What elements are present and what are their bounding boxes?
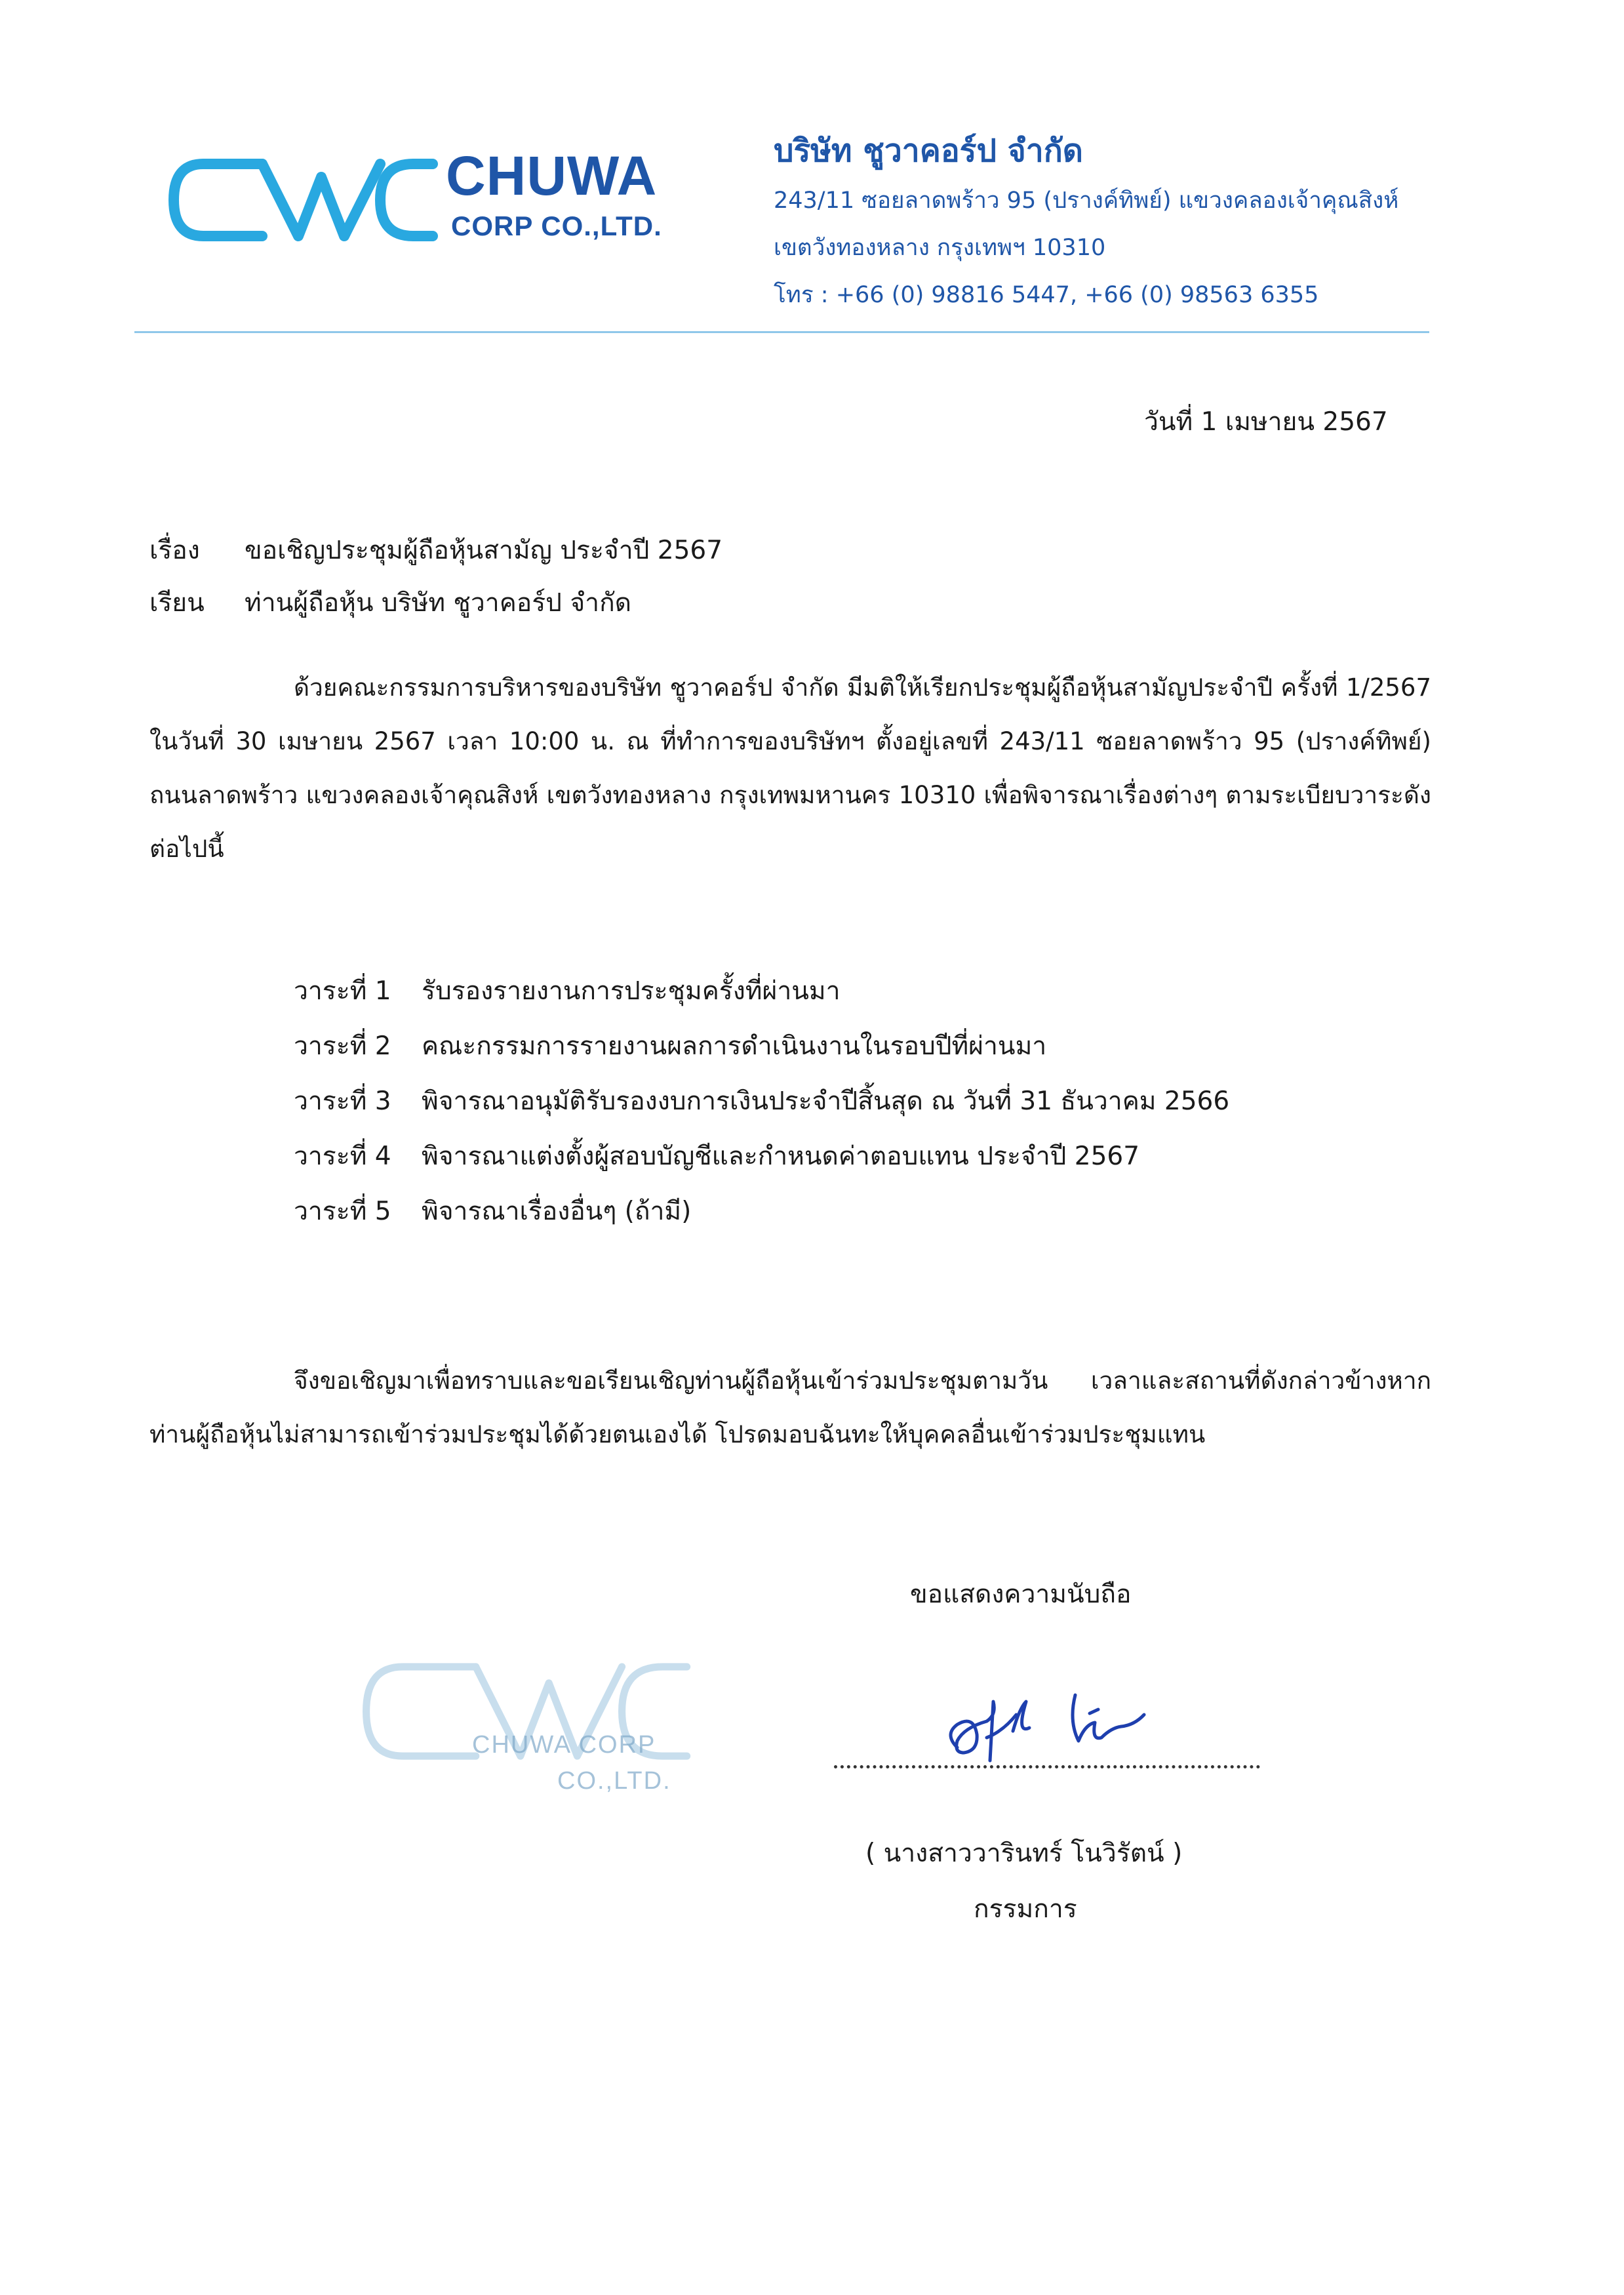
- agenda-number: วาระที่ 1: [294, 976, 391, 1006]
- agenda-number: วาระที่ 3: [294, 1087, 391, 1116]
- logo-subtitle: CORP CO.,LTD.: [451, 210, 662, 241]
- agenda-number: วาระที่ 4: [294, 1142, 391, 1171]
- company-phone: โทร : +66 (0) 98816 5447, +66 (0) 98563 6355: [774, 282, 1319, 308]
- company-info: [774, 125, 1398, 319]
- handwritten-signature-icon: [938, 1675, 1160, 1774]
- agenda-item: [294, 1074, 1229, 1129]
- agenda-item: [294, 1129, 1229, 1184]
- company-logo-icon: [164, 148, 439, 252]
- letter-salutation: [149, 582, 631, 623]
- letter-paragraph-intro: [149, 661, 1431, 876]
- agenda-text: พิจารณาแต่งตั้งผู้สอบบัญชีและกำหนดค่าตอบแทน ประจำปี 2567: [422, 1142, 1140, 1171]
- paragraph-invitation-text: จึงขอเชิญมาเพื่อทราบและขอเรียนเชิญท่านผู้ถือหุ้นเข้าร่วมประชุมตามวัน เวลาและสถานที่ดังกล่าวข้างหากท่านผู้ถือหุ้นไม่สามารถเข้าร่วมประชุมได้ด้วยตนเองได้ โปรดมอบฉันทะให้บุคคลอื่นเข้าร่วมประชุมแทน: [149, 1367, 1431, 1448]
- logo-wordmark: [446, 146, 662, 243]
- logo-brand: CHUWA: [446, 145, 658, 207]
- company-name: บริษัท ชูวาคอร์ป จำกัด: [774, 132, 1083, 169]
- agenda-text: คณะกรรมการรายงานผลการดำเนินงานในรอบปีที่ผ่านมา: [422, 1031, 1047, 1061]
- agenda-text: พิจารณาอนุมัติรับรองงบการเงินประจำปีสิ้นสุด ณ วันที่ 31 ธันวาคม 2566: [422, 1087, 1230, 1116]
- stamp-text-line1: CHUWA CORP: [472, 1731, 656, 1759]
- company-address-line2: เขตวังทองหลาง กรุงเทพฯ 10310: [774, 235, 1106, 261]
- subject-text: ขอเชิญประชุมผู้ถือหุ้นสามัญ ประจำปี 2567: [245, 536, 723, 565]
- agenda-list: [294, 964, 1229, 1239]
- salutation-label: เรียน: [149, 588, 205, 618]
- agenda-item: [294, 964, 1229, 1019]
- letter-paragraph-invitation: [149, 1354, 1431, 1462]
- letter-closing: ขอแสดงความนับถือ: [910, 1580, 1132, 1609]
- stamp-text-line2: CO.,LTD.: [557, 1767, 671, 1795]
- salutation-text: ท่านผู้ถือหุ้น บริษัท ชูวาคอร์ป จำกัด: [245, 588, 632, 618]
- agenda-number: วาระที่ 5: [294, 1197, 391, 1226]
- signer-name: ( นางสาววารินทร์ โนวิรัตน์ ): [865, 1839, 1183, 1868]
- signature-line: [834, 1765, 1260, 1768]
- agenda-number: วาระที่ 2: [294, 1031, 391, 1061]
- agenda-item: [294, 1184, 1229, 1239]
- agenda-text: พิจารณาเรื่องอื่นๆ (ถ้ามี): [422, 1197, 692, 1226]
- subject-label: เรื่อง: [149, 536, 200, 565]
- signer-title: กรรมการ: [974, 1894, 1077, 1924]
- header-divider: [134, 331, 1429, 333]
- agenda-item: [294, 1019, 1229, 1074]
- agenda-text: รับรองรายงานการประชุมครั้งที่ผ่านมา: [422, 976, 841, 1006]
- letter-subject: [149, 530, 723, 570]
- letter-date: วันที่ 1 เมษายน 2567: [1144, 407, 1388, 437]
- company-address-line1: 243/11 ซอยลาดพร้าว 95 (ปรางค์ทิพย์) แขวงคลองเจ้าคุณสิงห์: [774, 188, 1399, 214]
- paragraph-intro-text: ด้วยคณะกรรมการบริหารของบริษัท ชูวาคอร์ป จำกัด มีมติให้เรียกประชุมผู้ถือหุ้นสามัญประจำปี ครั้งที่ 1/2567 ในวันที่ 30 เมษายน 2567 เวลา 10:00 น. ณ ที่ทำการของบริษัทฯ ตั้งอยู่เลขที่ 243/11 ซอยลาดพร้าว 95 (ปรางค์ทิพย์) ถนนลาดพร้าว แขวงคลองเจ้าคุณสิงห์ เขตวังทองหลาง กรุงเทพมหานคร 10310 เพื่อพิจารณาเรื่องต่างๆ ตามระเบียบวาระดังต่อไปนี้: [149, 673, 1431, 863]
